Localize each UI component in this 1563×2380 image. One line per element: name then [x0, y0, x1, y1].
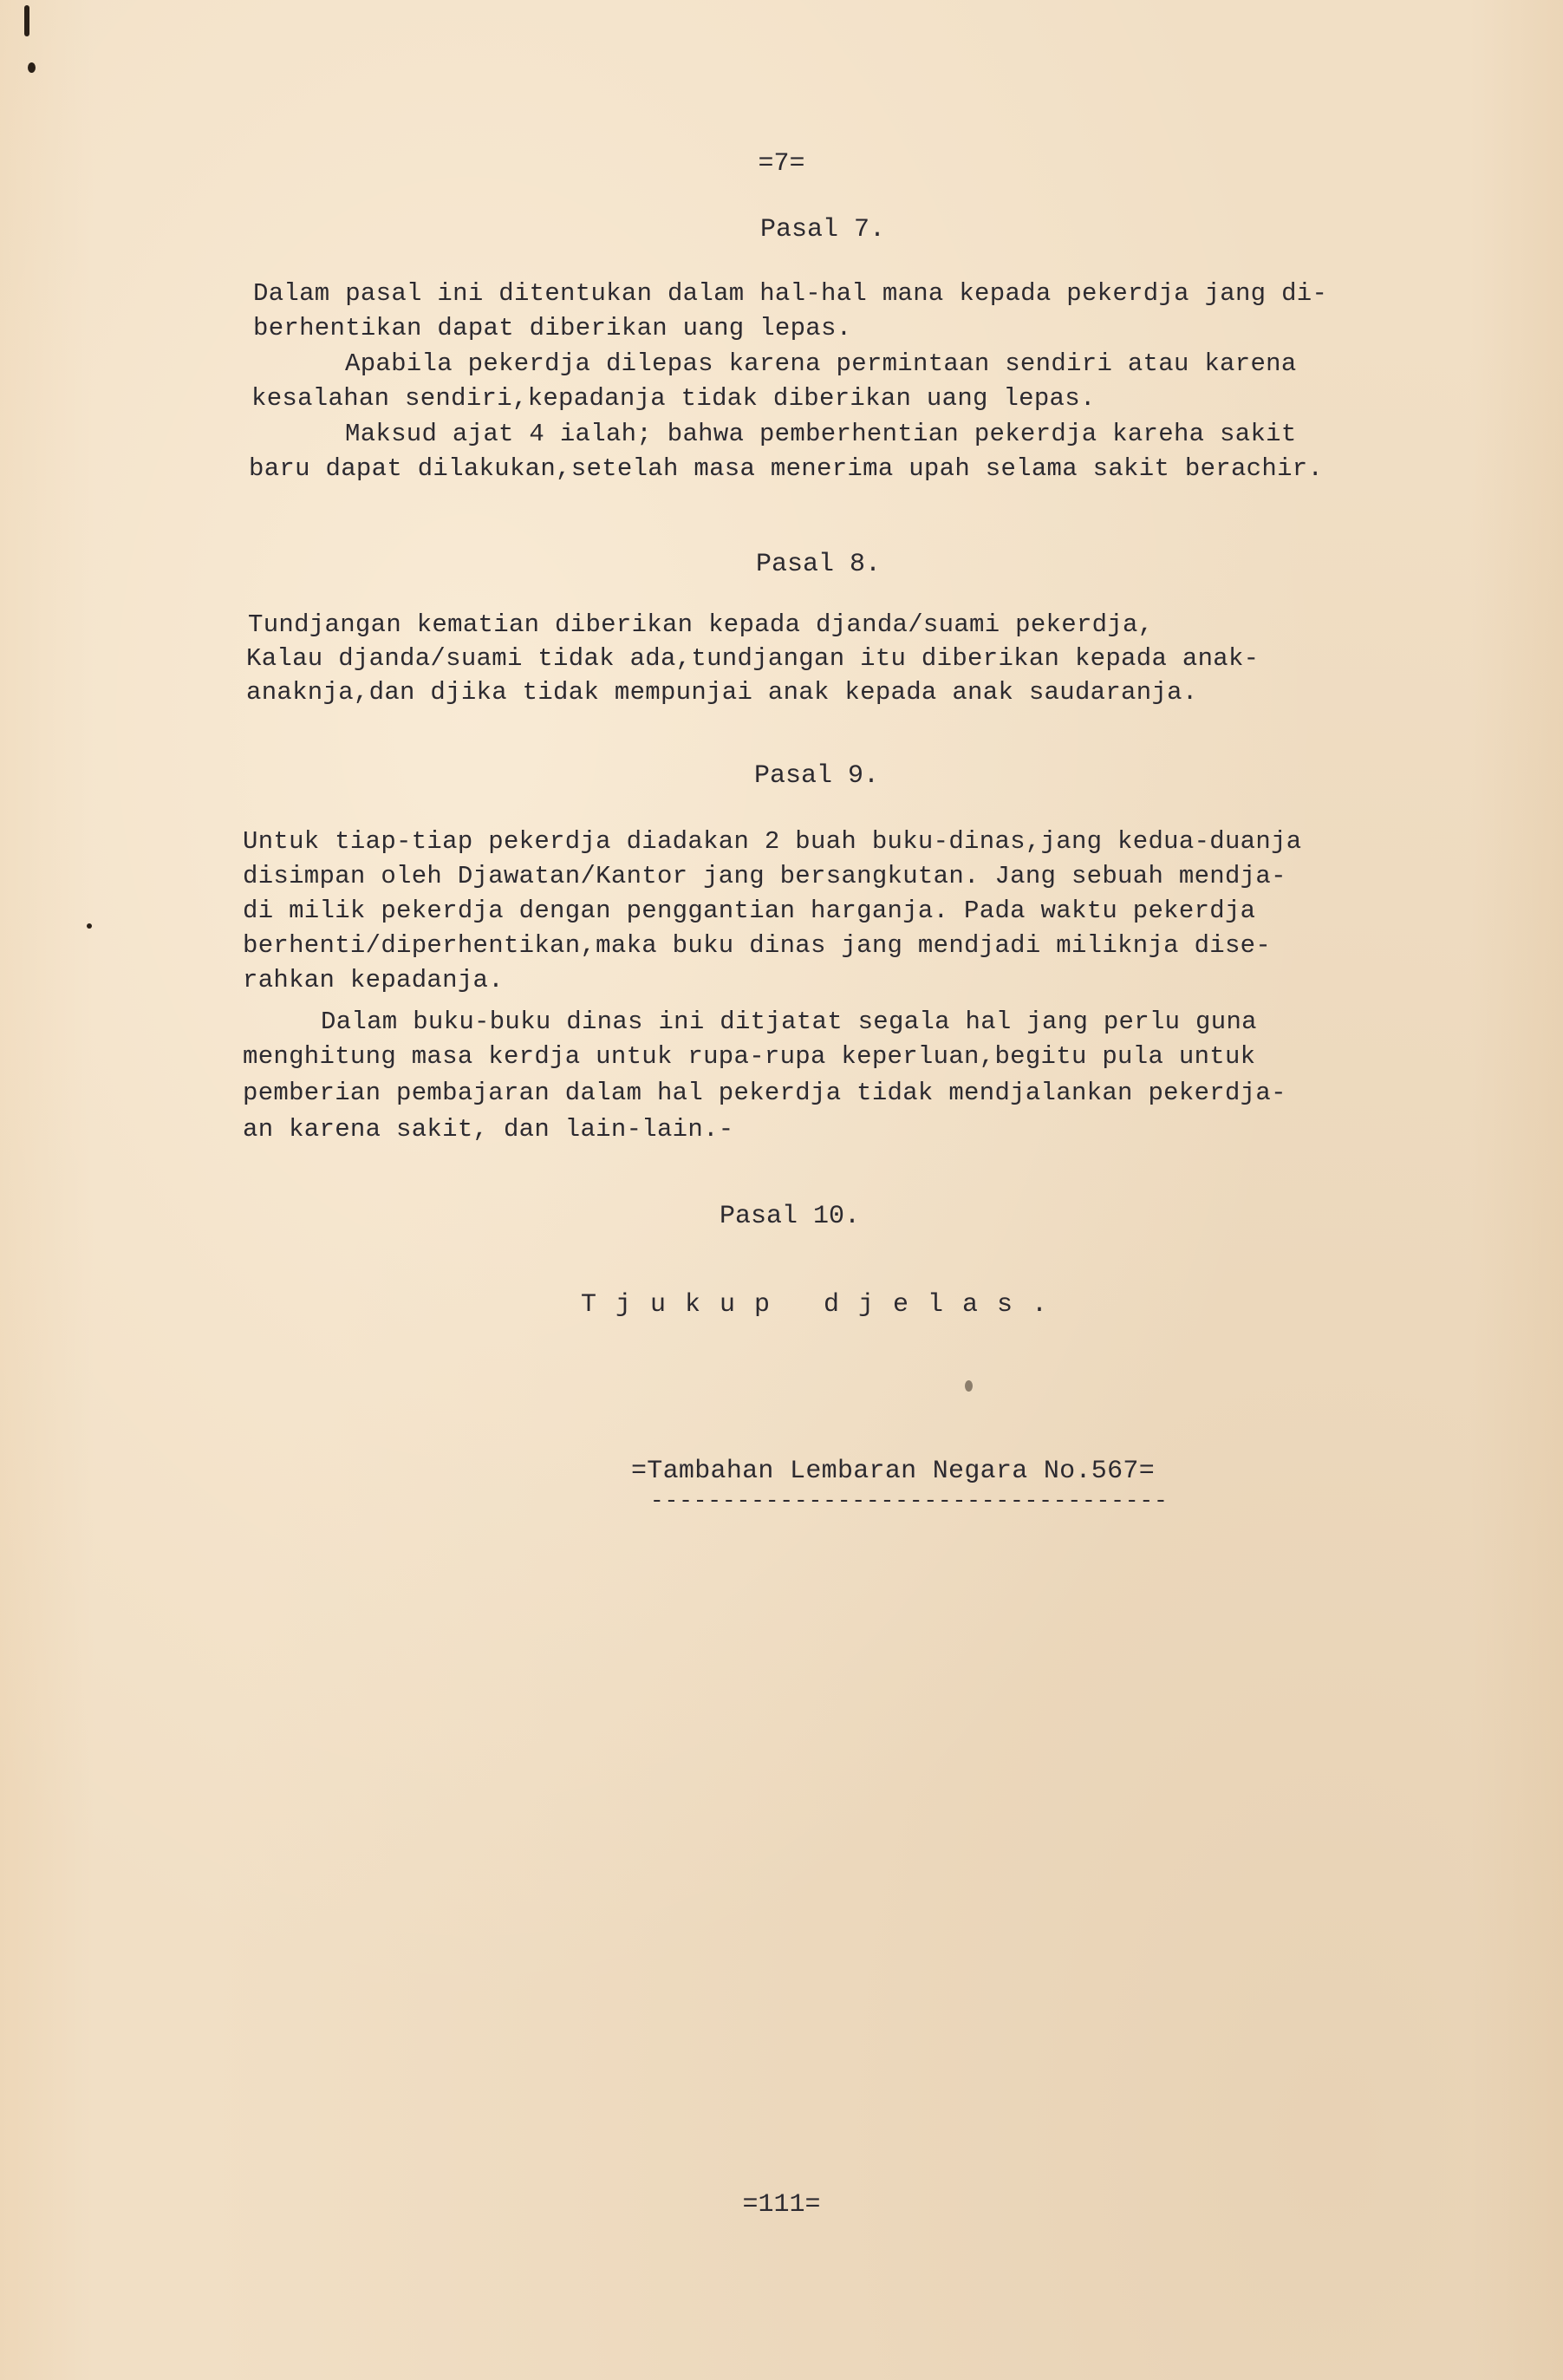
pasal-9-line: Untuk tiap-tiap pekerdja diadakan 2 buah buku-dinas,jang kedua-duanja: [243, 827, 1302, 856]
pasal-9-line: menghitung masa kerdja untuk rupa-rupa keperluan,begitu pula untuk: [243, 1042, 1256, 1071]
pasal-9-line: di milik pekerdja dengan penggantian harganja. Pada waktu pekerdja: [243, 897, 1256, 925]
pasal-8-title: Pasal 8.: [756, 550, 882, 579]
ink-speck: [24, 5, 29, 36]
ink-speck: [28, 62, 36, 73]
pasal-7-line: Dalam pasal ini ditentukan dalam hal-hal mana kepada pekerdja jang di-: [253, 279, 1328, 308]
pasal-7-line: baru dapat dilakukan,setelah masa menerima upah selama sakit berachir.: [249, 454, 1324, 483]
pasal-7-title: Pasal 7.: [760, 215, 886, 245]
pasal-9-line: berhenti/diperhentikan,maka buku dinas jang mendjadi miliknja dise-: [243, 931, 1272, 960]
pasal-8-line: anaknja,dan djika tidak mempunjai anak kepada anak saudaranja.: [246, 678, 1198, 707]
page-number: =111=: [742, 2190, 821, 2220]
page-marker: =7=: [758, 149, 805, 179]
pasal-9-line: pemberian pembajaran dalam hal pekerdja tidak mendjalankan pekerdja-: [243, 1079, 1286, 1107]
pasal-10-title: Pasal 10.: [720, 1202, 861, 1231]
pasal-9-line: Dalam buku-buku dinas ini ditjatat segala hal jang perlu guna: [321, 1007, 1257, 1036]
pasal-9-line: an karena sakit, dan lain-lain.-: [243, 1115, 734, 1144]
supplement-reference: =Tambahan Lembaran Negara No.567=: [631, 1457, 1155, 1486]
pasal-7-line: Apabila pekerdja dilepas karena permintaan sendiri atau karena: [345, 349, 1297, 378]
pasal-7-line: kesalahan sendiri,kepadanja tidak diberikan uang lepas.: [251, 384, 1096, 413]
pasal-8-line: Tundjangan kematian diberikan kepada djanda/suami pekerdja,: [248, 610, 1154, 639]
underline-rule: ------------------------------------: [650, 1488, 1169, 1514]
pasal-7-line: berhentikan dapat diberikan uang lepas.: [253, 314, 852, 342]
ink-speck: [87, 923, 92, 929]
pasal-10-text: Tjukup djelas.: [581, 1290, 1067, 1320]
pasal-7-line: Maksud ajat 4 ialah; bahwa pemberhentian pekerdja kareha sakit: [345, 420, 1297, 448]
pasal-9-title: Pasal 9.: [754, 761, 880, 791]
pasal-9-line: rahkan kepadanja.: [243, 966, 504, 994]
ink-speck: [965, 1380, 973, 1392]
pasal-8-line: Kalau djanda/suami tidak ada,tundjangan itu diberikan kepada anak-: [246, 644, 1260, 673]
pasal-9-line: disimpan oleh Djawatan/Kantor jang bersangkutan. Jang sebuah mendja-: [243, 862, 1286, 890]
